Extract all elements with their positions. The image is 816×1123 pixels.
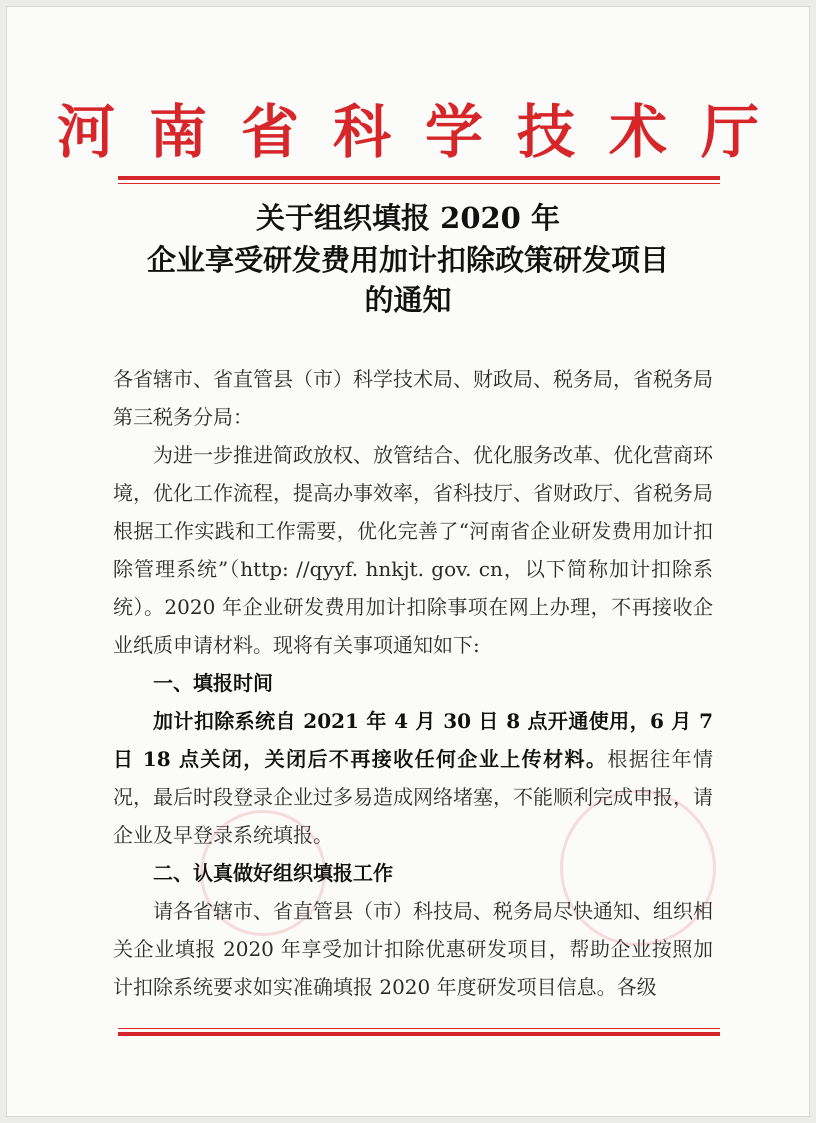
notice-body	[113, 360, 713, 1006]
header-red-rule-thin	[118, 183, 720, 184]
section2-heading: 二、认真做好组织填报工作	[153, 861, 393, 885]
section1-bold-text: 加计扣除系统自 2021 年 4 月 30 日 8 点开通使用，6 月 7 日 18 点关闭，关闭后不再接收任何企业上传材料。	[113, 709, 713, 771]
section1-heading: 一、填报时间	[153, 671, 273, 695]
section1-paragraph	[113, 702, 713, 854]
header-red-rule-thick	[118, 176, 720, 180]
notice-title-line1: 关于组织填报 2020 年	[256, 201, 560, 235]
footer-red-rule-thick	[118, 1032, 720, 1036]
footer-red-rule-thin	[118, 1028, 720, 1029]
agency-header: 河南省科学技术厅	[56, 98, 793, 166]
notice-title-line2: 企业享受研发费用加计扣除政策研发项目	[146, 243, 669, 277]
section1-rest-text: 根据往年情况，最后时段登录企业过多易造成网络堵塞，不能顺利完成申报，请企业及早登录系统填报。	[113, 747, 713, 847]
section2-paragraph: 请各省辖市、省直管县（市）科技局、税务局尽快通知、组织相关企业填报 2020 年享受加计扣除优惠研发项目，帮助企业按照加计扣除系统要求如实准确填报 2020 年度研发项目信息。各级	[113, 899, 713, 999]
notice-title-line3: 的通知	[364, 283, 452, 317]
intro-paragraph: 为进一步推进简政放权、放管结合、优化服务改革、优化营商环境，优化工作流程，提高办事效率，省科技厅、省财政厅、省税务局根据工作实践和工作需要，优化完善了“河南省企业研发费用加计扣除管理系统”（http: //qyyf. hnkjt. gov. cn，以下简称加计扣除系统）。2020 年企业研发费用加计扣除事项在网上办理，不再接收企业纸质申请材料。现将有关事项通知如下:	[113, 443, 713, 657]
addressee: 各省辖市、省直管县（市）科学技术局、财政局、税务局，省税务局第三税务分局：	[113, 367, 713, 429]
